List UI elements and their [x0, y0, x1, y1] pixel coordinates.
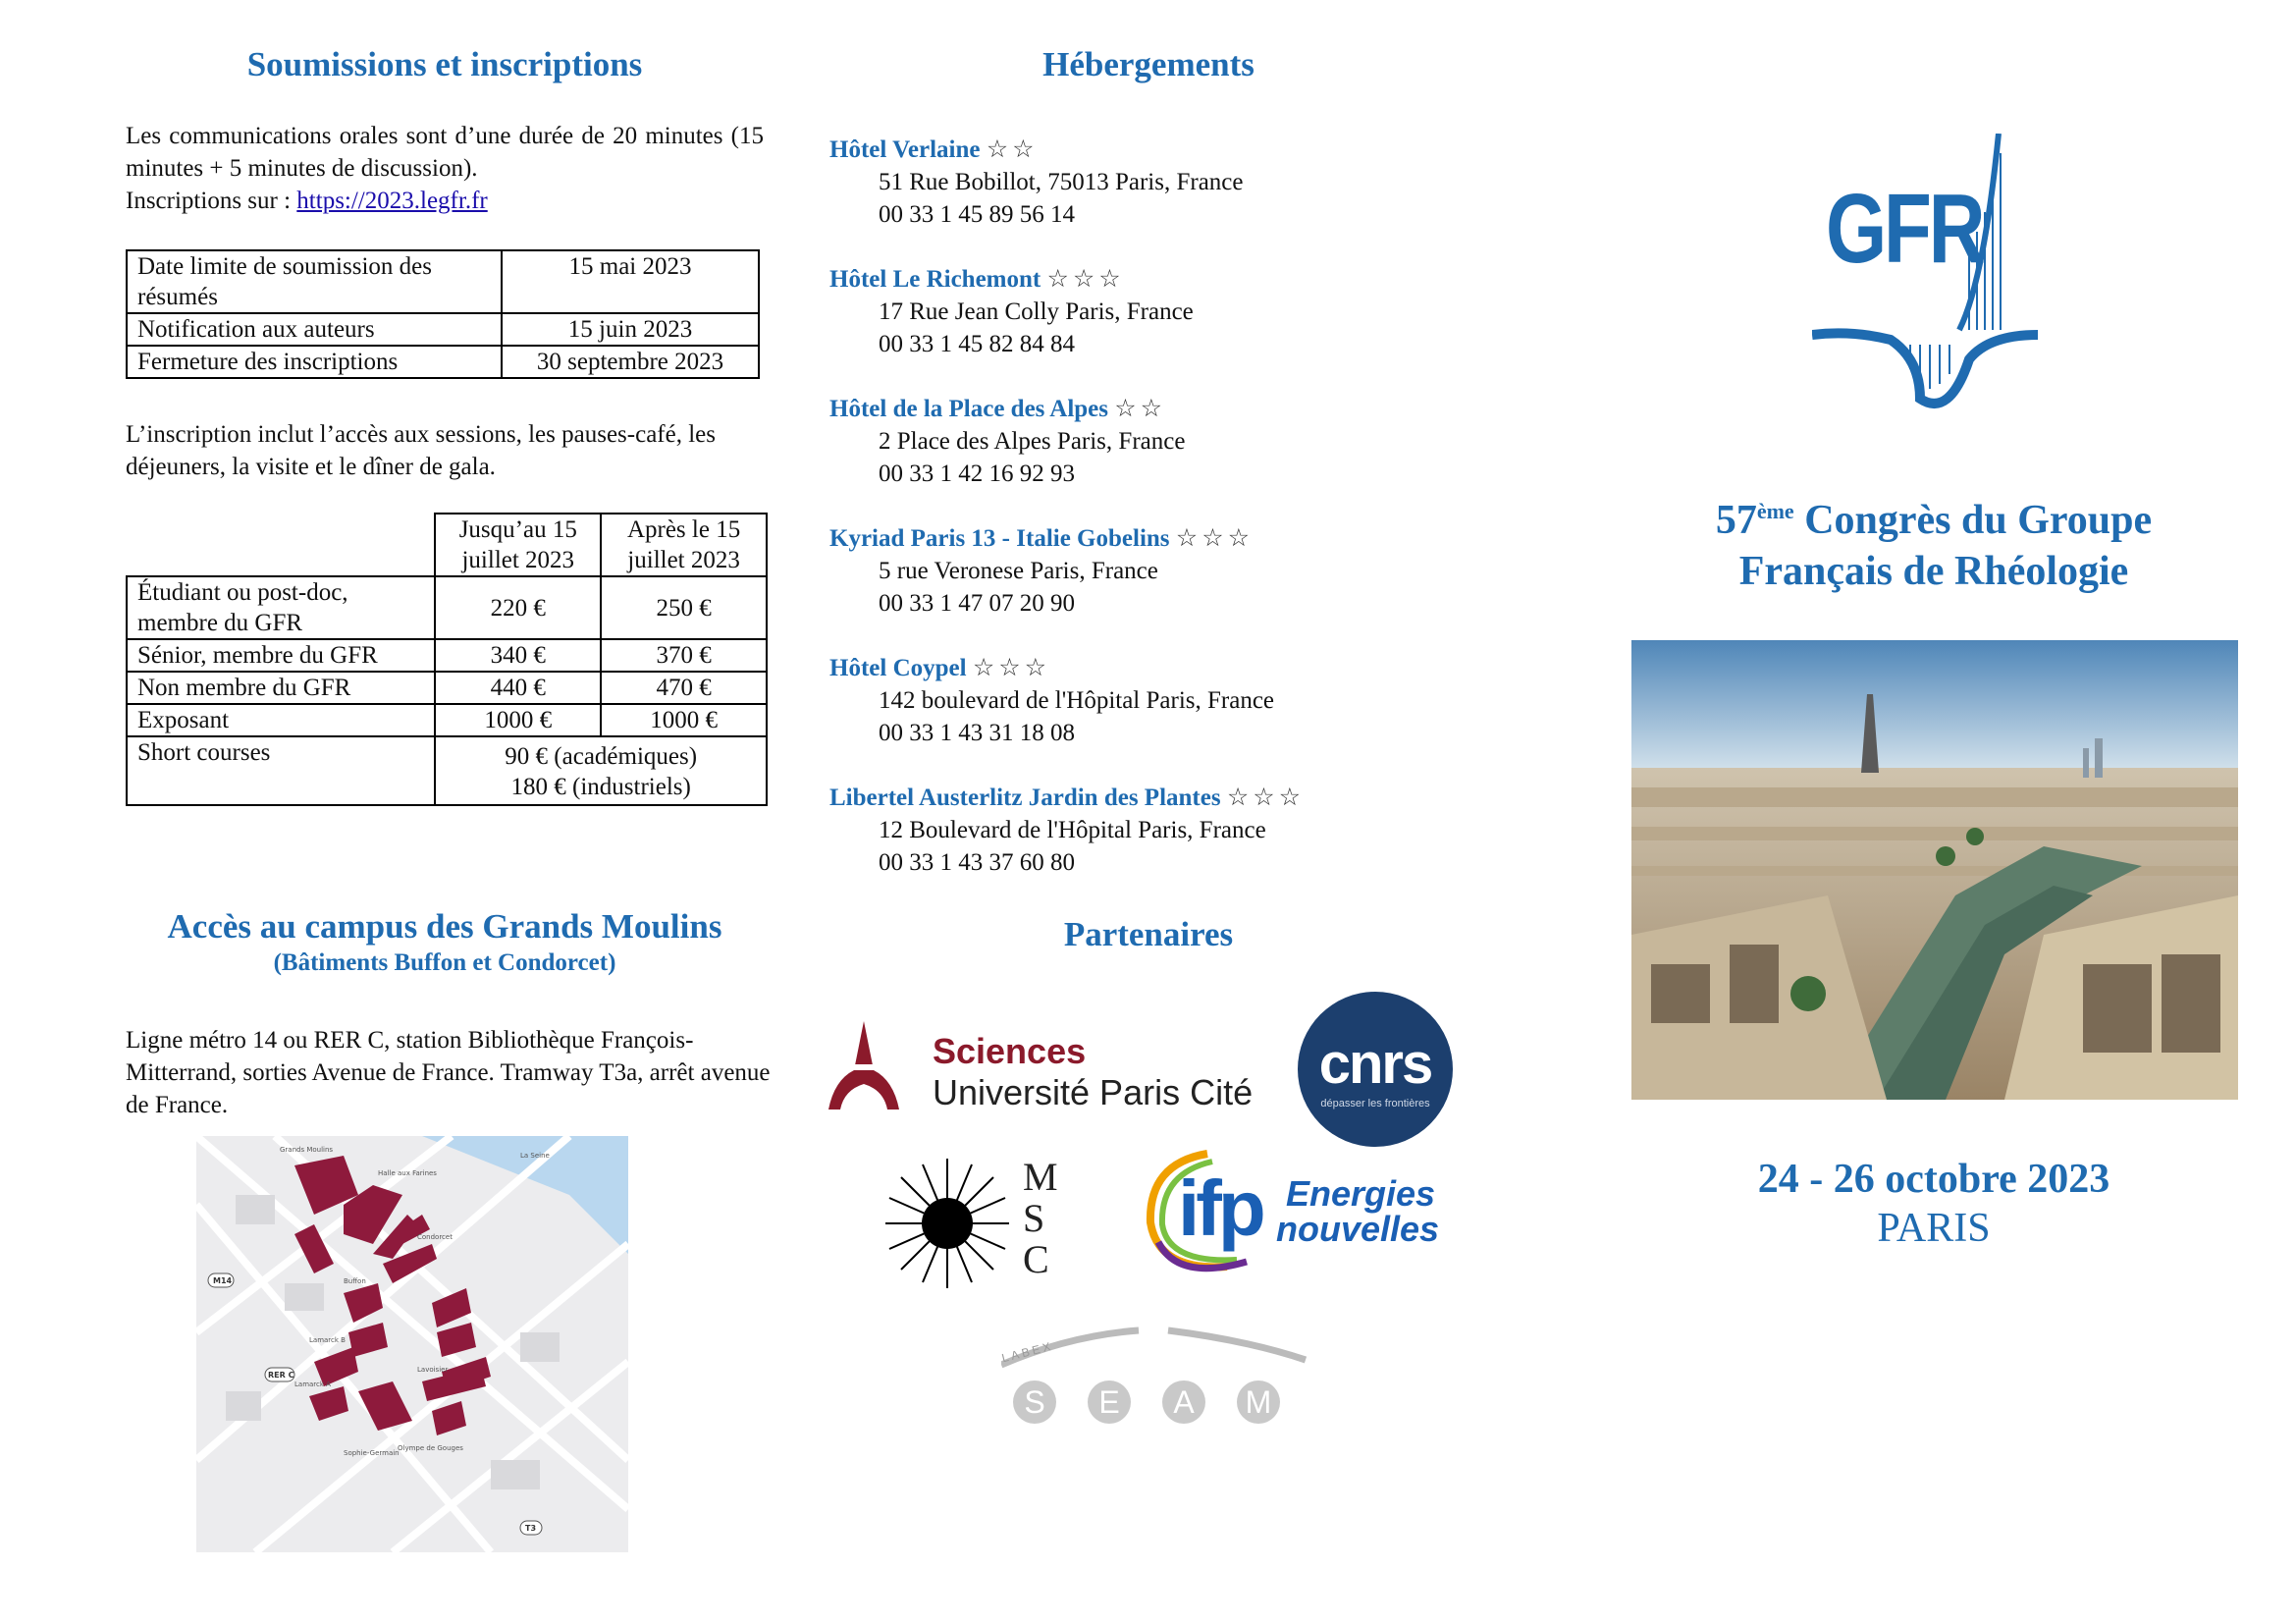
upc-eiffel-icon: [825, 1021, 903, 1114]
fees-row-before: 340 €: [435, 639, 601, 672]
upc-line1: Sciences: [933, 1031, 1087, 1071]
fees-row-label: Étudiant ou post-doc, membre du GFR: [127, 576, 435, 639]
msc-letters: [1023, 1157, 1058, 1280]
hotel-stars-icon: ☆☆☆: [1046, 266, 1125, 293]
cnrs-tagline: dépasser les frontières: [1320, 1098, 1430, 1110]
hotel-name: Hôtel Coypel: [829, 655, 967, 681]
map-transit-m14: M14: [213, 1276, 233, 1285]
seam-letter: E: [1088, 1380, 1131, 1424]
hotel-address: 5 rue Veronese Paris, France: [879, 558, 1158, 584]
paris-photo: [1631, 640, 2238, 1100]
hotel-name: Kyriad Paris 13 - Italie Gobelins: [829, 525, 1170, 552]
map-label-olympe: Olympe de Gouges: [398, 1444, 463, 1452]
gfr-logo: [1812, 134, 2048, 410]
map-label-buffon: Buffon: [344, 1277, 366, 1285]
hotel-name: Libertel Austerlitz Jardin des Plantes: [829, 785, 1221, 811]
dates-row: [127, 250, 759, 313]
fees-row-label: Non membre du GFR: [127, 672, 435, 704]
short-courses-prices: [435, 736, 767, 805]
ifp-line1: Energies: [1286, 1173, 1436, 1214]
paris-skyline-image: [1631, 640, 2238, 1100]
fees-row-after: 370 €: [601, 639, 767, 672]
congress-title-line1: [1629, 486, 2238, 546]
dates-table: [126, 249, 760, 379]
msc-sunburst-icon: [883, 1157, 1011, 1290]
fees-header-before: Jusqu’au 15 juillet 2023: [435, 514, 601, 576]
map-label-sophie-germain: Sophie-Germain: [344, 1449, 400, 1457]
submissions-title: Soumissions et inscriptions: [246, 45, 643, 83]
hotel-phone: 00 33 1 43 31 18 08: [879, 720, 1075, 746]
upc-logo: [825, 1021, 1266, 1119]
map-transit-t3: T3: [525, 1524, 537, 1533]
dates-row: [127, 313, 759, 346]
fees-row-before: 440 €: [435, 672, 601, 704]
ifp-short: ifp: [1178, 1164, 1262, 1252]
seam-letters: [1013, 1380, 1311, 1424]
hotel-stars-icon: ☆☆☆: [1226, 785, 1306, 811]
hotel-stars-icon: ☆☆: [986, 136, 1039, 163]
fees-row-before: 1000 €: [435, 704, 601, 736]
fees-row-before: 220 €: [435, 576, 601, 639]
hotel-name: Hôtel Verlaine: [829, 136, 981, 163]
map-label-seine: La Seine: [520, 1152, 550, 1160]
msc-logo: [883, 1157, 1080, 1290]
hotel-address: 17 Rue Jean Colly Paris, France: [879, 298, 1194, 325]
fees-row-after: 250 €: [601, 576, 767, 639]
hotel-phone: 00 33 1 42 16 92 93: [879, 460, 1075, 487]
campus-map-graphic: [196, 1136, 628, 1552]
intro-text-content: Les communications orales sont d’une durée de 20 minutes (15 minutes + 5 minutes de discussion).: [126, 123, 764, 182]
hotel-entry: [829, 782, 1468, 879]
access-text: Ligne métro 14 ou RER C, station Bibliothèque François-Mitterrand, sorties Avenue de France. Tramway T3a, arrêt avenue de France.: [126, 1027, 771, 1118]
map-label-grands-moulins: Grands Moulins: [280, 1146, 334, 1154]
seam-arcs-icon: [1001, 1326, 1315, 1384]
title-number: 57: [1715, 498, 1757, 543]
map-transit-rer: RER C: [268, 1371, 294, 1380]
inscriptions-label: Inscriptions sur :: [126, 188, 297, 214]
short-courses-industrial: 180 € (industriels): [510, 774, 691, 800]
seam-letter: M: [1237, 1380, 1280, 1424]
dates-row-label: Fermeture des inscriptions: [127, 346, 502, 378]
hotel-address: 142 boulevard de l'Hôpital Paris, France: [879, 687, 1275, 714]
map-label-lamarck-b: Lamarck B: [309, 1336, 346, 1344]
fees-row: [127, 639, 767, 672]
hotel-entry: [829, 134, 1468, 231]
hotel-address: 2 Place des Alpes Paris, France: [879, 428, 1186, 455]
intro-text: [126, 120, 764, 217]
cnrs-logo: [1298, 992, 1453, 1147]
hotel-phone: 00 33 1 47 07 20 90: [879, 590, 1075, 617]
congress-title: [1629, 486, 2238, 597]
map-label-halle: Halle aux Farines: [378, 1169, 437, 1177]
fees-row-short-courses: [127, 736, 767, 805]
dates-row-label: Date limite de soumission des résumés: [127, 250, 502, 313]
gfr-logo-text: GFR: [1826, 174, 1983, 284]
fees-row-after: 470 €: [601, 672, 767, 704]
hotel-name: Hôtel de la Place des Alpes: [829, 396, 1108, 422]
fees-row-label: Exposant: [127, 704, 435, 736]
fees-row: [127, 672, 767, 704]
hotel-stars-icon: ☆☆☆: [1175, 525, 1255, 552]
dates-row-value: 30 septembre 2023: [502, 346, 759, 378]
upc-line2: Université Paris Cité: [933, 1072, 1254, 1112]
hotel-entry: [829, 522, 1468, 620]
hotel-entry: [829, 393, 1468, 490]
hotel-address: 51 Rue Bobillot, 75013 Paris, France: [879, 169, 1244, 195]
hotel-stars-icon: ☆☆: [1114, 396, 1167, 422]
seam-letter: A: [1162, 1380, 1205, 1424]
access-subtitle: (Bâtiments Buffon et Condorcet): [273, 949, 616, 976]
title-sup: ème: [1756, 499, 1794, 523]
ifp-logo: [1139, 1144, 1453, 1281]
fees-row-label: Sénior, membre du GFR: [127, 639, 435, 672]
hotel-entry: [829, 652, 1468, 749]
congress-title-line2: Français de Rhéologie: [1738, 549, 2129, 594]
partners-title: Partenaires: [1063, 915, 1234, 953]
fees-row-after: 1000 €: [601, 704, 767, 736]
hotel-entry: [829, 263, 1468, 360]
fees-header-after: Après le 15 juillet 2023: [601, 514, 767, 576]
fees-corner: [127, 514, 435, 576]
event-city: PARIS: [1877, 1206, 1991, 1251]
msc-letter-m: M: [1023, 1155, 1058, 1199]
hotel-phone: 00 33 1 45 82 84 84: [879, 331, 1075, 357]
lodging-title: Hébergements: [1042, 45, 1255, 83]
seam-top: LABEX: [1000, 1338, 1055, 1366]
hotel-phone: 00 33 1 45 89 56 14: [879, 201, 1075, 228]
fees-table: [126, 513, 768, 806]
hotel-stars-icon: ☆☆☆: [972, 655, 1051, 681]
map-label-condorcet: Condorcet: [417, 1233, 453, 1241]
fees-row: [127, 576, 767, 639]
ifp-line2: nouvelles: [1276, 1209, 1440, 1249]
dates-row-value: 15 juin 2023: [502, 313, 759, 346]
dates-row-value: 15 mai 2023: [502, 250, 759, 313]
inscriptions-link[interactable]: https://2023.legfr.fr: [296, 188, 488, 214]
hotel-address: 12 Boulevard de l'Hôpital Paris, France: [879, 817, 1266, 843]
map-label-lamarck-a: Lamarck A: [294, 1380, 331, 1388]
short-courses-academic: 90 € (académiques): [505, 743, 698, 770]
event-dates: 24 - 26 octobre 2023: [1757, 1157, 2110, 1202]
title-line1-rest: Congrès du Groupe: [1793, 498, 2153, 543]
hotel-name: Hôtel Le Richemont: [829, 266, 1041, 293]
msc-letter-c: C: [1023, 1237, 1049, 1281]
msc-letter-s: S: [1023, 1196, 1045, 1240]
map-label-lavoisier: Lavoisier: [417, 1366, 449, 1374]
event-info: [1629, 1155, 2238, 1253]
seam-letter: S: [1013, 1380, 1056, 1424]
inclusion-text: L’inscription inclut l’accès aux sessions, les pauses-café, les déjeuners, la visite et le dîner de gala.: [126, 421, 716, 480]
fees-row: [127, 704, 767, 736]
dates-row-label: Notification aux auteurs: [127, 313, 502, 346]
access-title: Accès au campus des Grands Moulins: [167, 907, 722, 946]
cnrs-text: cnrs: [1318, 1032, 1432, 1096]
fees-row-label: Short courses: [127, 736, 435, 805]
hotel-phone: 00 33 1 43 37 60 80: [879, 849, 1075, 876]
seam-logo: [1001, 1326, 1315, 1434]
dates-row: [127, 346, 759, 378]
campus-map: [196, 1136, 628, 1552]
